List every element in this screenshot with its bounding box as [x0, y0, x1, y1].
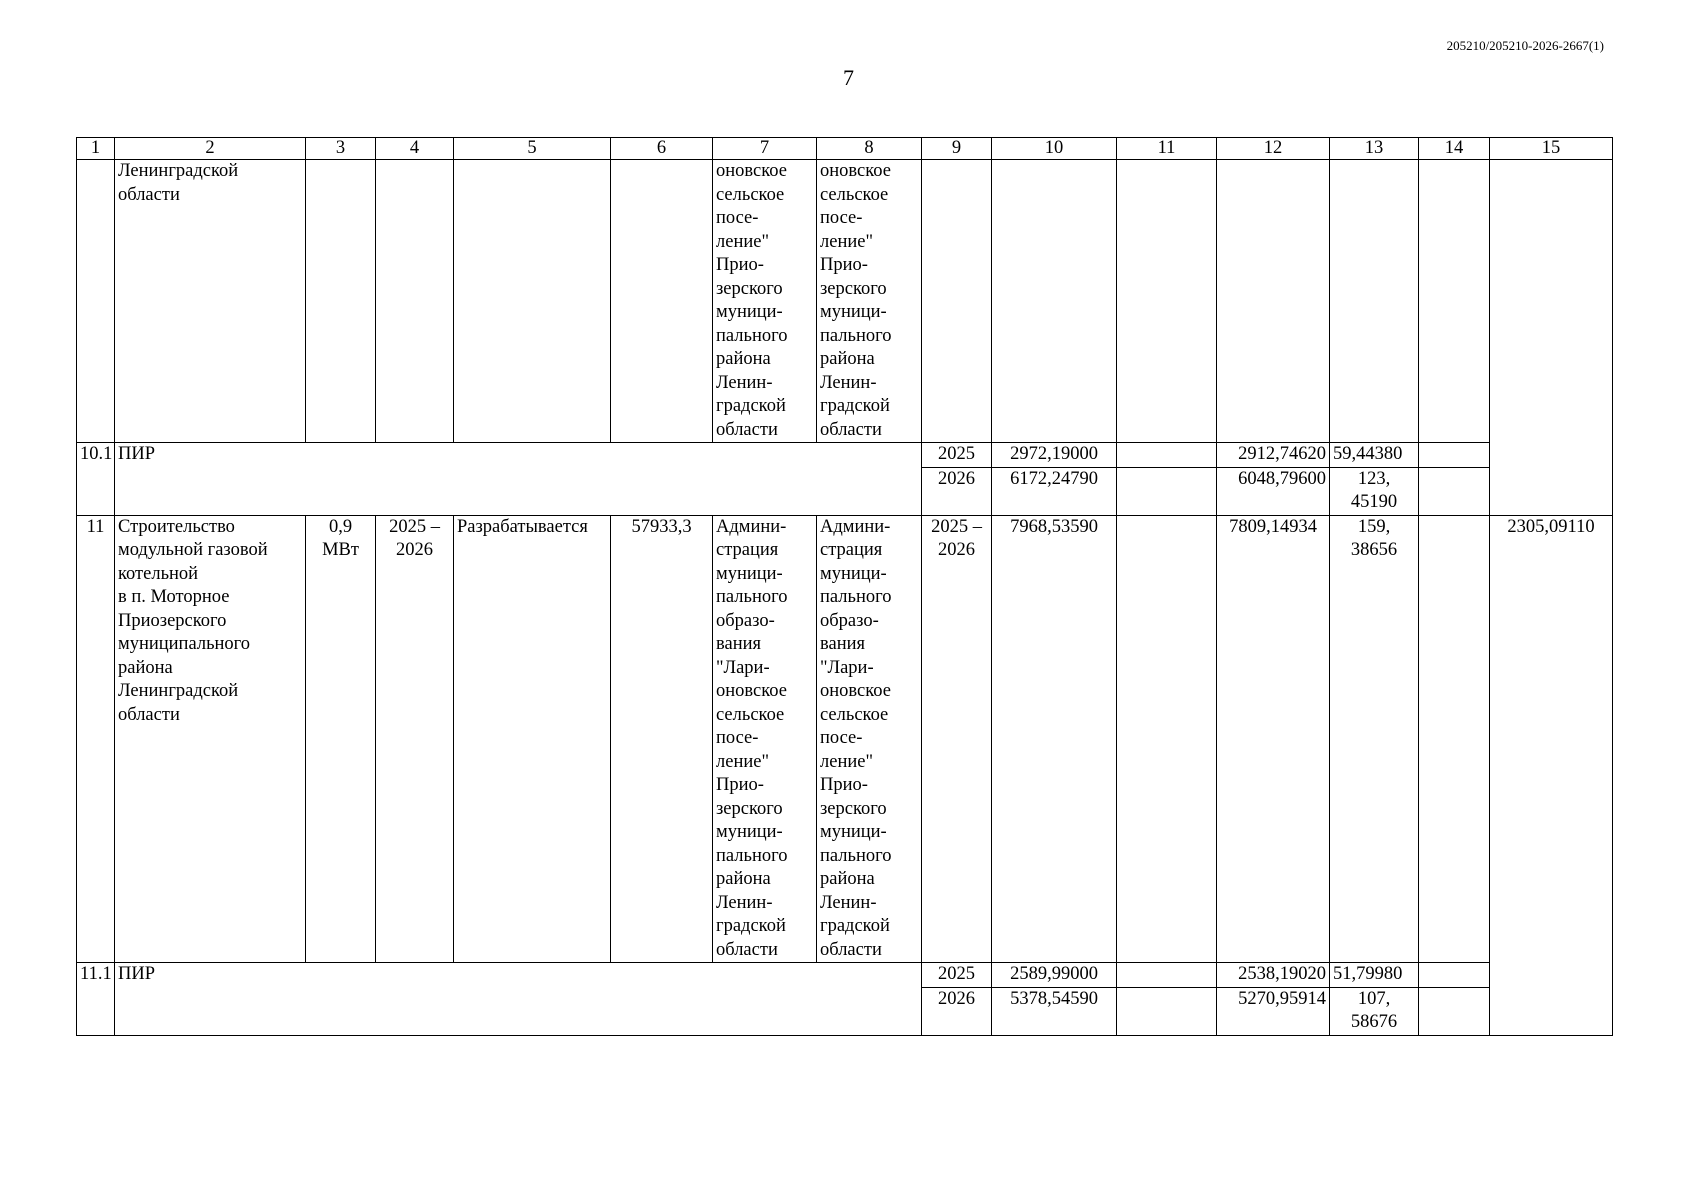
header-row [77, 138, 1613, 160]
table-row-11-1 [77, 963, 1613, 988]
cell-col12: 2538,19020 [1217, 963, 1330, 988]
cell-year: 2026 [922, 467, 992, 515]
cell-col15: 2305,09110 [1490, 515, 1613, 1035]
header-cell: 5 [454, 138, 611, 160]
header-cell: 4 [376, 138, 454, 160]
cell-col14 [1419, 515, 1490, 963]
table-row-11 [77, 515, 1613, 963]
header-cell: 10 [992, 138, 1117, 160]
cell-col14 [1419, 467, 1490, 515]
header-cell: 6 [611, 138, 713, 160]
document-id: 205210/205210-2026-2667(1) [1446, 38, 1604, 53]
cell-col11 [1117, 963, 1217, 988]
header-cell: 7 [713, 138, 817, 160]
cell-period [376, 160, 454, 443]
cell-col15 [1490, 160, 1613, 516]
cell-year: 2025 [922, 443, 992, 468]
cell-col10: 5378,54590 [992, 987, 1117, 1035]
cell-name: ПИР [115, 963, 922, 1036]
cell-num: 11.1 [77, 963, 115, 1036]
cell-power: 0,9 МВт [306, 515, 376, 963]
cell-col12: 2912,74620 [1217, 443, 1330, 468]
cell-col12: 7809,14934 [1217, 515, 1330, 963]
cell-status: Разрабатывается [454, 515, 611, 963]
cell-col12 [1217, 160, 1330, 443]
header-cell: 15 [1490, 138, 1613, 160]
cell-developer: оновское сельское посе- ление" Прио- зерского муници- пального района Ленин- градской области [817, 160, 922, 443]
cell-col11 [1117, 443, 1217, 468]
header-cell: 9 [922, 138, 992, 160]
cell-col14 [1419, 443, 1490, 468]
cell-years [922, 160, 992, 443]
page-number: 7 [843, 65, 854, 90]
cell-customer: оновское сельское посе- ление" Прио- зерского муници- пального района Ленин- градской области [713, 160, 817, 443]
cell-col10: 7968,53590 [992, 515, 1117, 963]
cell-period: 2025 – 2026 [376, 515, 454, 963]
data-table [76, 137, 1613, 1036]
cell-col13: 159, 38656 [1330, 515, 1419, 963]
cell-col13: 59,44380 [1330, 443, 1419, 468]
cell-years: 2025 – 2026 [922, 515, 992, 963]
header-cell: 12 [1217, 138, 1330, 160]
cell-col11 [1117, 987, 1217, 1035]
cell-col13: 51,79980 [1330, 963, 1419, 988]
cell-power [306, 160, 376, 443]
cell-col14 [1419, 160, 1490, 443]
header-cell: 2 [115, 138, 306, 160]
cell-col11 [1117, 467, 1217, 515]
cell-col13: 107, 58676 [1330, 987, 1419, 1035]
cell-col11 [1117, 160, 1217, 443]
cell-num [77, 160, 115, 443]
cell-customer: Админи- страция муници- пального образо- вания "Лари- оновское сельское посе- ление" Прио- зерского муници- пального района Ленин- градской области [713, 515, 817, 963]
cell-col13 [1330, 160, 1419, 443]
cell-year: 2026 [922, 987, 992, 1035]
cell-col6 [611, 160, 713, 443]
table-row-continuation [77, 160, 1613, 443]
cell-col10: 2589,99000 [992, 963, 1117, 988]
cell-col6: 57933,3 [611, 515, 713, 963]
table-row-10-1 [77, 443, 1613, 468]
cell-col10: 6172,24790 [992, 467, 1117, 515]
header-cell: 11 [1117, 138, 1217, 160]
cell-year: 2025 [922, 963, 992, 988]
cell-col14 [1419, 963, 1490, 988]
header-cell: 13 [1330, 138, 1419, 160]
cell-num: 11 [77, 515, 115, 963]
cell-col12: 6048,79600 [1217, 467, 1330, 515]
cell-col10 [992, 160, 1117, 443]
cell-col12: 5270,95914 [1217, 987, 1330, 1035]
cell-name: Строительство модульной газовой котельной в п. Моторное Приозерского муниципального района Ленинградской области [115, 515, 306, 963]
cell-name: Ленинградской области [115, 160, 306, 443]
cell-col14 [1419, 987, 1490, 1035]
cell-name: ПИР [115, 443, 922, 516]
header-cell: 14 [1419, 138, 1490, 160]
cell-status [454, 160, 611, 443]
cell-col10: 2972,19000 [992, 443, 1117, 468]
header-cell: 3 [306, 138, 376, 160]
cell-num: 10.1 [77, 443, 115, 516]
cell-col11 [1117, 515, 1217, 963]
cell-developer: Админи- страция муници- пального образо- вания "Лари- оновское сельское посе- ление" Прио- зерского муници- пального района Ленин- градской области [817, 515, 922, 963]
cell-col13: 123, 45190 [1330, 467, 1419, 515]
header-cell: 8 [817, 138, 922, 160]
header-cell: 1 [77, 138, 115, 160]
